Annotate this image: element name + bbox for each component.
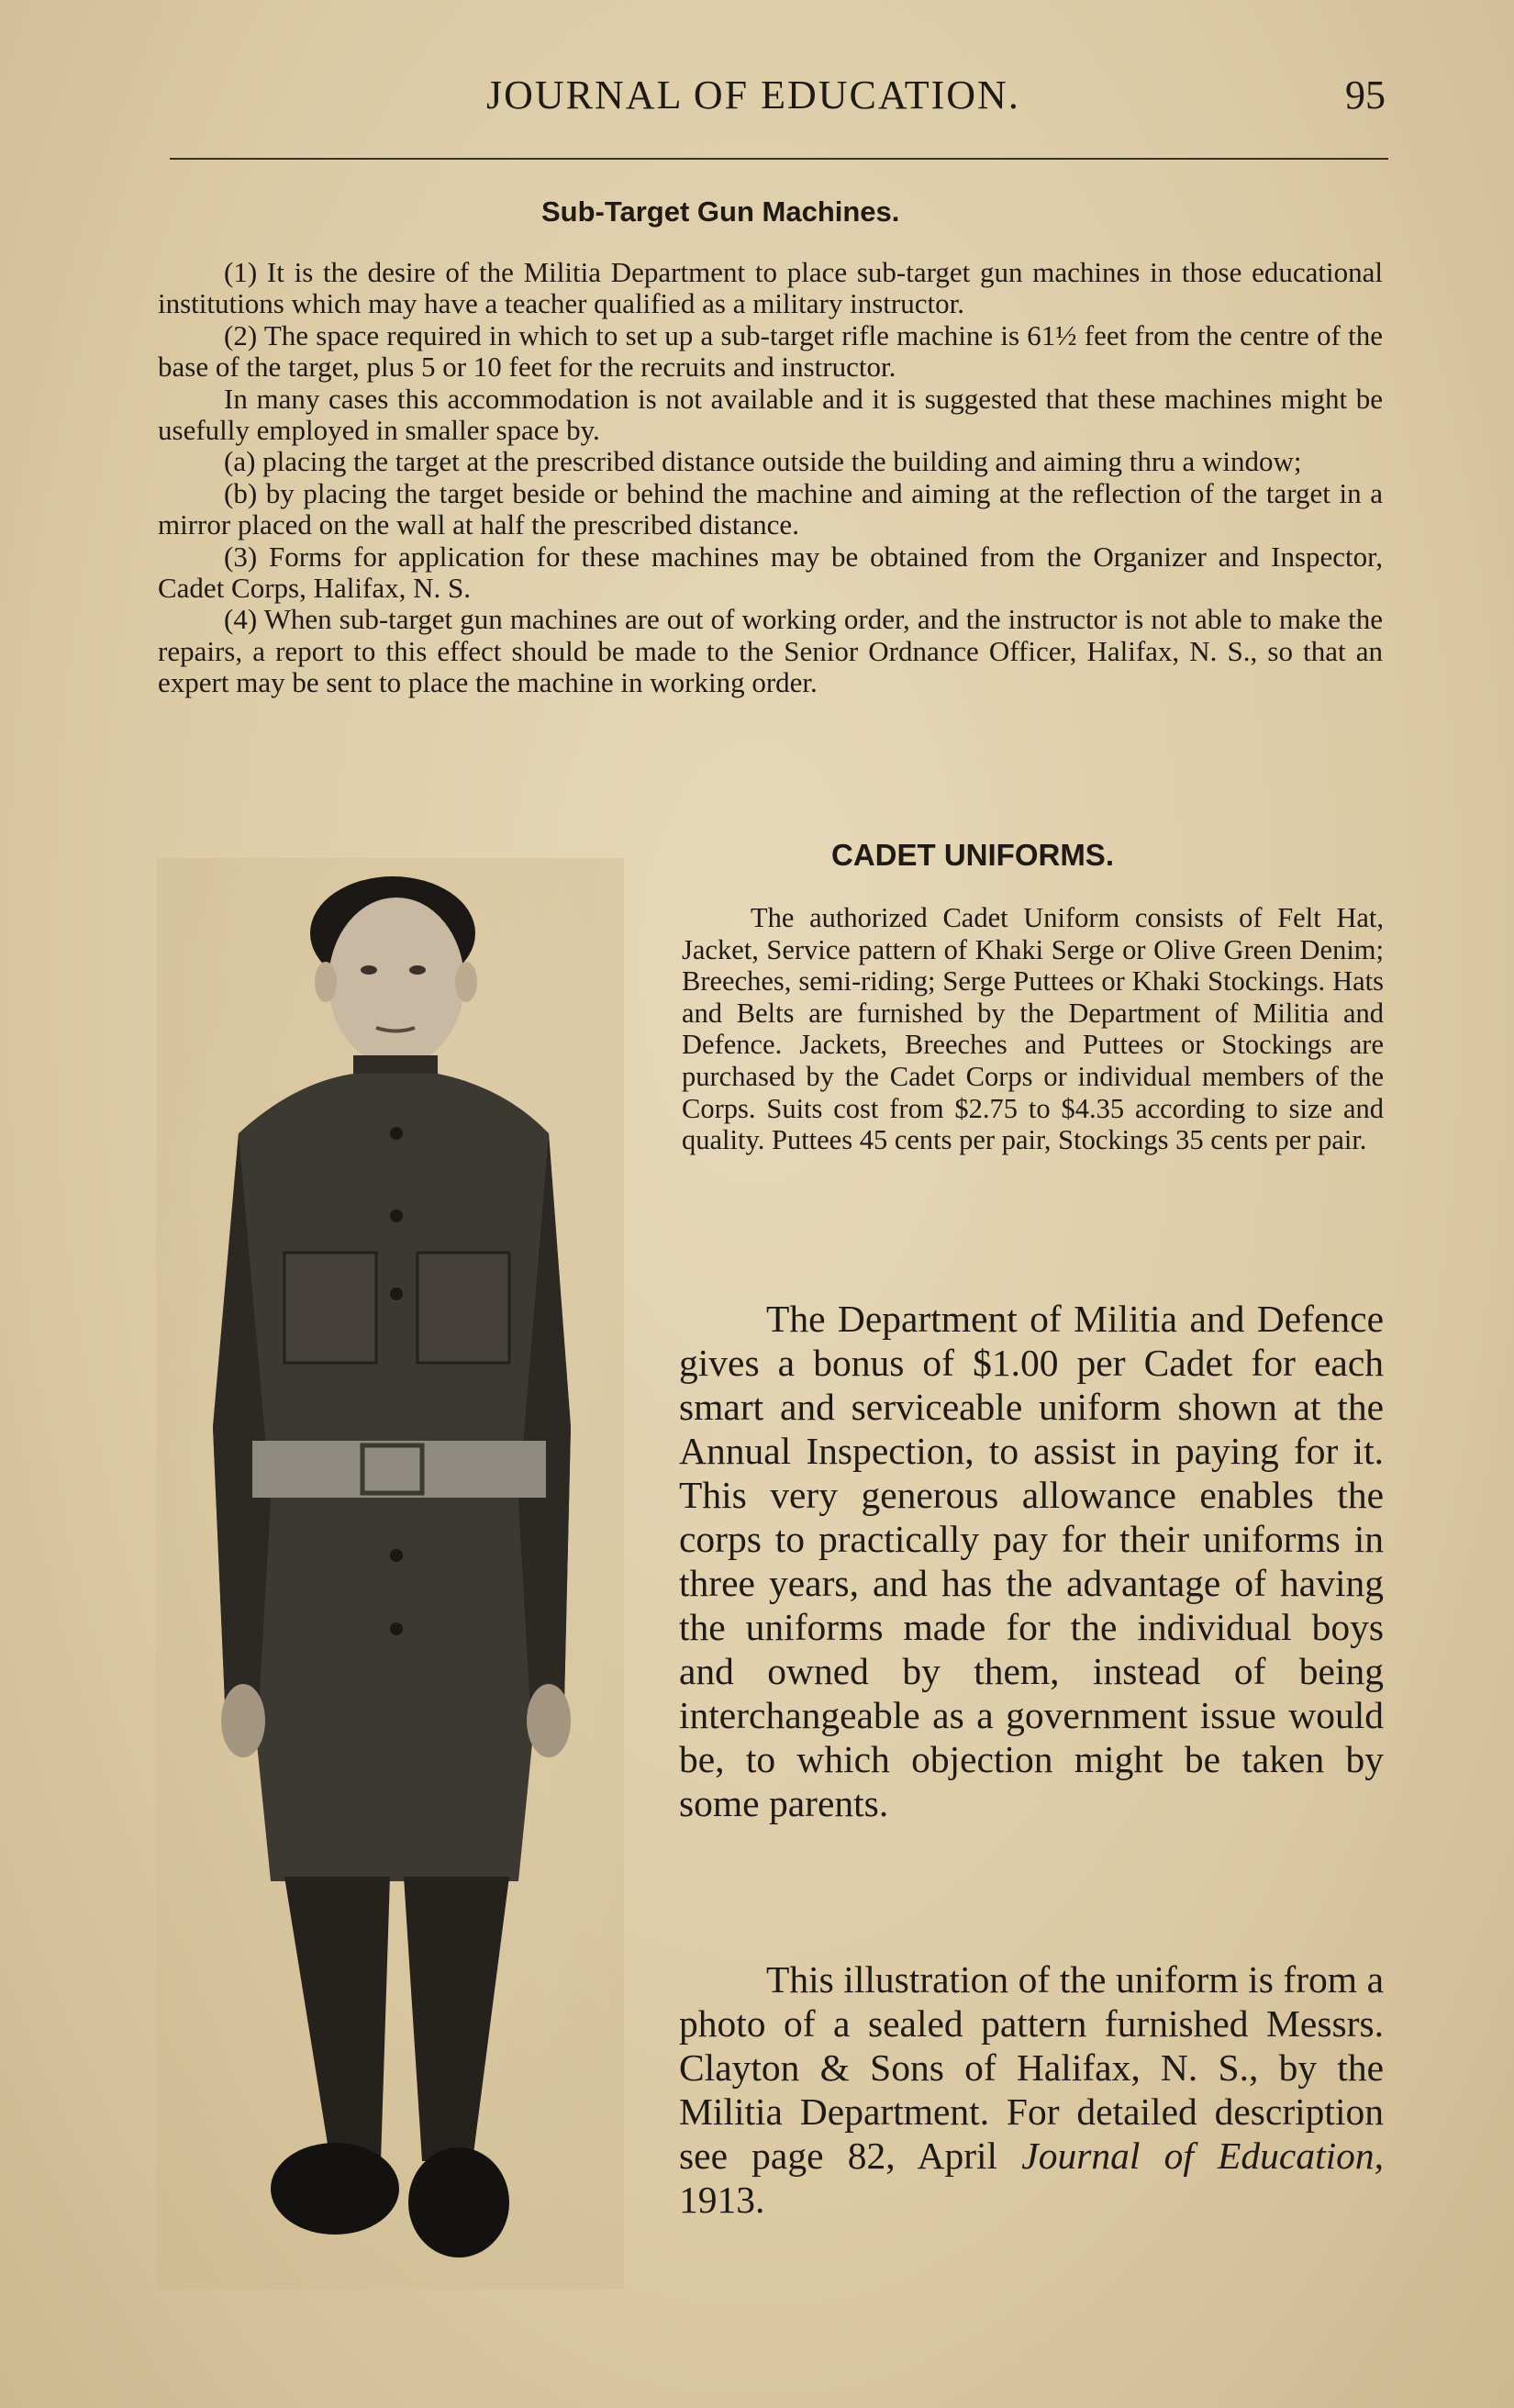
header-rule: [170, 158, 1388, 160]
paragraph: In many cases this accommodation is not available and it is suggested that these machines might be usefully employed in smaller space by.: [158, 382, 1383, 447]
cadet-uniform-photo: [156, 858, 624, 2290]
page-number: 95: [1345, 72, 1386, 117]
journal-reference: Journal of Education,: [1021, 2135, 1385, 2177]
paragraph: The Department of Militia and Defence gives a bonus of $1.00 per Cadet for each smart and serviceable uniform shown at the Annual Inspection, to assist in paying for it. This very generous allowance enables the corps to practically pay for their uniforms in three years, and has the advantage of having the uniforms made for the individual boys and owned by them, instead of being interchangeable as a government issue would be, to which objection might be taken by some parents.: [679, 1298, 1384, 1824]
paragraph: (b) by placing the target beside or behind the machine and aiming at the reflection of the target in a mirror placed on the wall at half the prescribed distance.: [158, 476, 1383, 541]
paragraph: (4) When sub-target gun machines are out of working order, and the instructor is not able to make the repairs, a report to this effect should be made to the Senior Ordnance Officer, Halifax, N. S., so that an expert may be sent to place the machine in working order.: [158, 603, 1383, 699]
section-title-subtarget: Sub-Target Gun Machines.: [541, 195, 900, 228]
uniform-description: [682, 902, 1384, 1156]
paragraph: [679, 1957, 1384, 2222]
running-head: JOURNAL OF EDUCATION.: [486, 72, 1020, 117]
illustration-note: [679, 1957, 1384, 2222]
journal-year: 1913.: [679, 2179, 765, 2221]
paragraph: (a) placing the target at the prescribed distance outside the building and aiming thru a window;: [224, 445, 1302, 478]
illustration-note-text: This illustration of the uniform is from a photo of a sealed pattern furnished Messrs. Clayton & Sons of Halifax, N. S., by the Militia Department. For detailed description see page 82, April: [679, 1958, 1384, 2177]
subtarget-body: [158, 257, 1383, 699]
paragraph: (1) It is the desire of the Militia Department to place sub-target gun machines in those educational institutions which may have a teacher qualified as a military instructor.: [158, 256, 1383, 320]
paragraph: The authorized Cadet Uniform consists of Felt Hat, Jacket, Service pattern of Khaki Serge or Olive Green Denim; Breeches, semi-riding; Serge Puttees or Khaki Stockings. Hats and Belts are furnished by the Department of Militia and Defence. Jackets, Breeches and Puttees or Stockings are purchased by the Cadet Corps or individual members of the Corps. Suits cost from $2.75 to $4.35 according to size and quality. Puttees 45 cents per pair, Stockings 35 cents per pair.: [682, 902, 1384, 1156]
bonus-text: [679, 1297, 1384, 1825]
section-title-cadet-uniforms: CADET UNIFORMS.: [831, 838, 1114, 872]
paragraph: (3) Forms for application for these machines may be obtained from the Organizer and Inspector, Cadet Corps, Halifax, N. S.: [158, 540, 1383, 605]
paragraph: (2) The space required in which to set up a sub-target rifle machine is 61½ feet from the centre of the base of the target, plus 5 or 10 feet for the recruits and instructor.: [158, 318, 1383, 384]
